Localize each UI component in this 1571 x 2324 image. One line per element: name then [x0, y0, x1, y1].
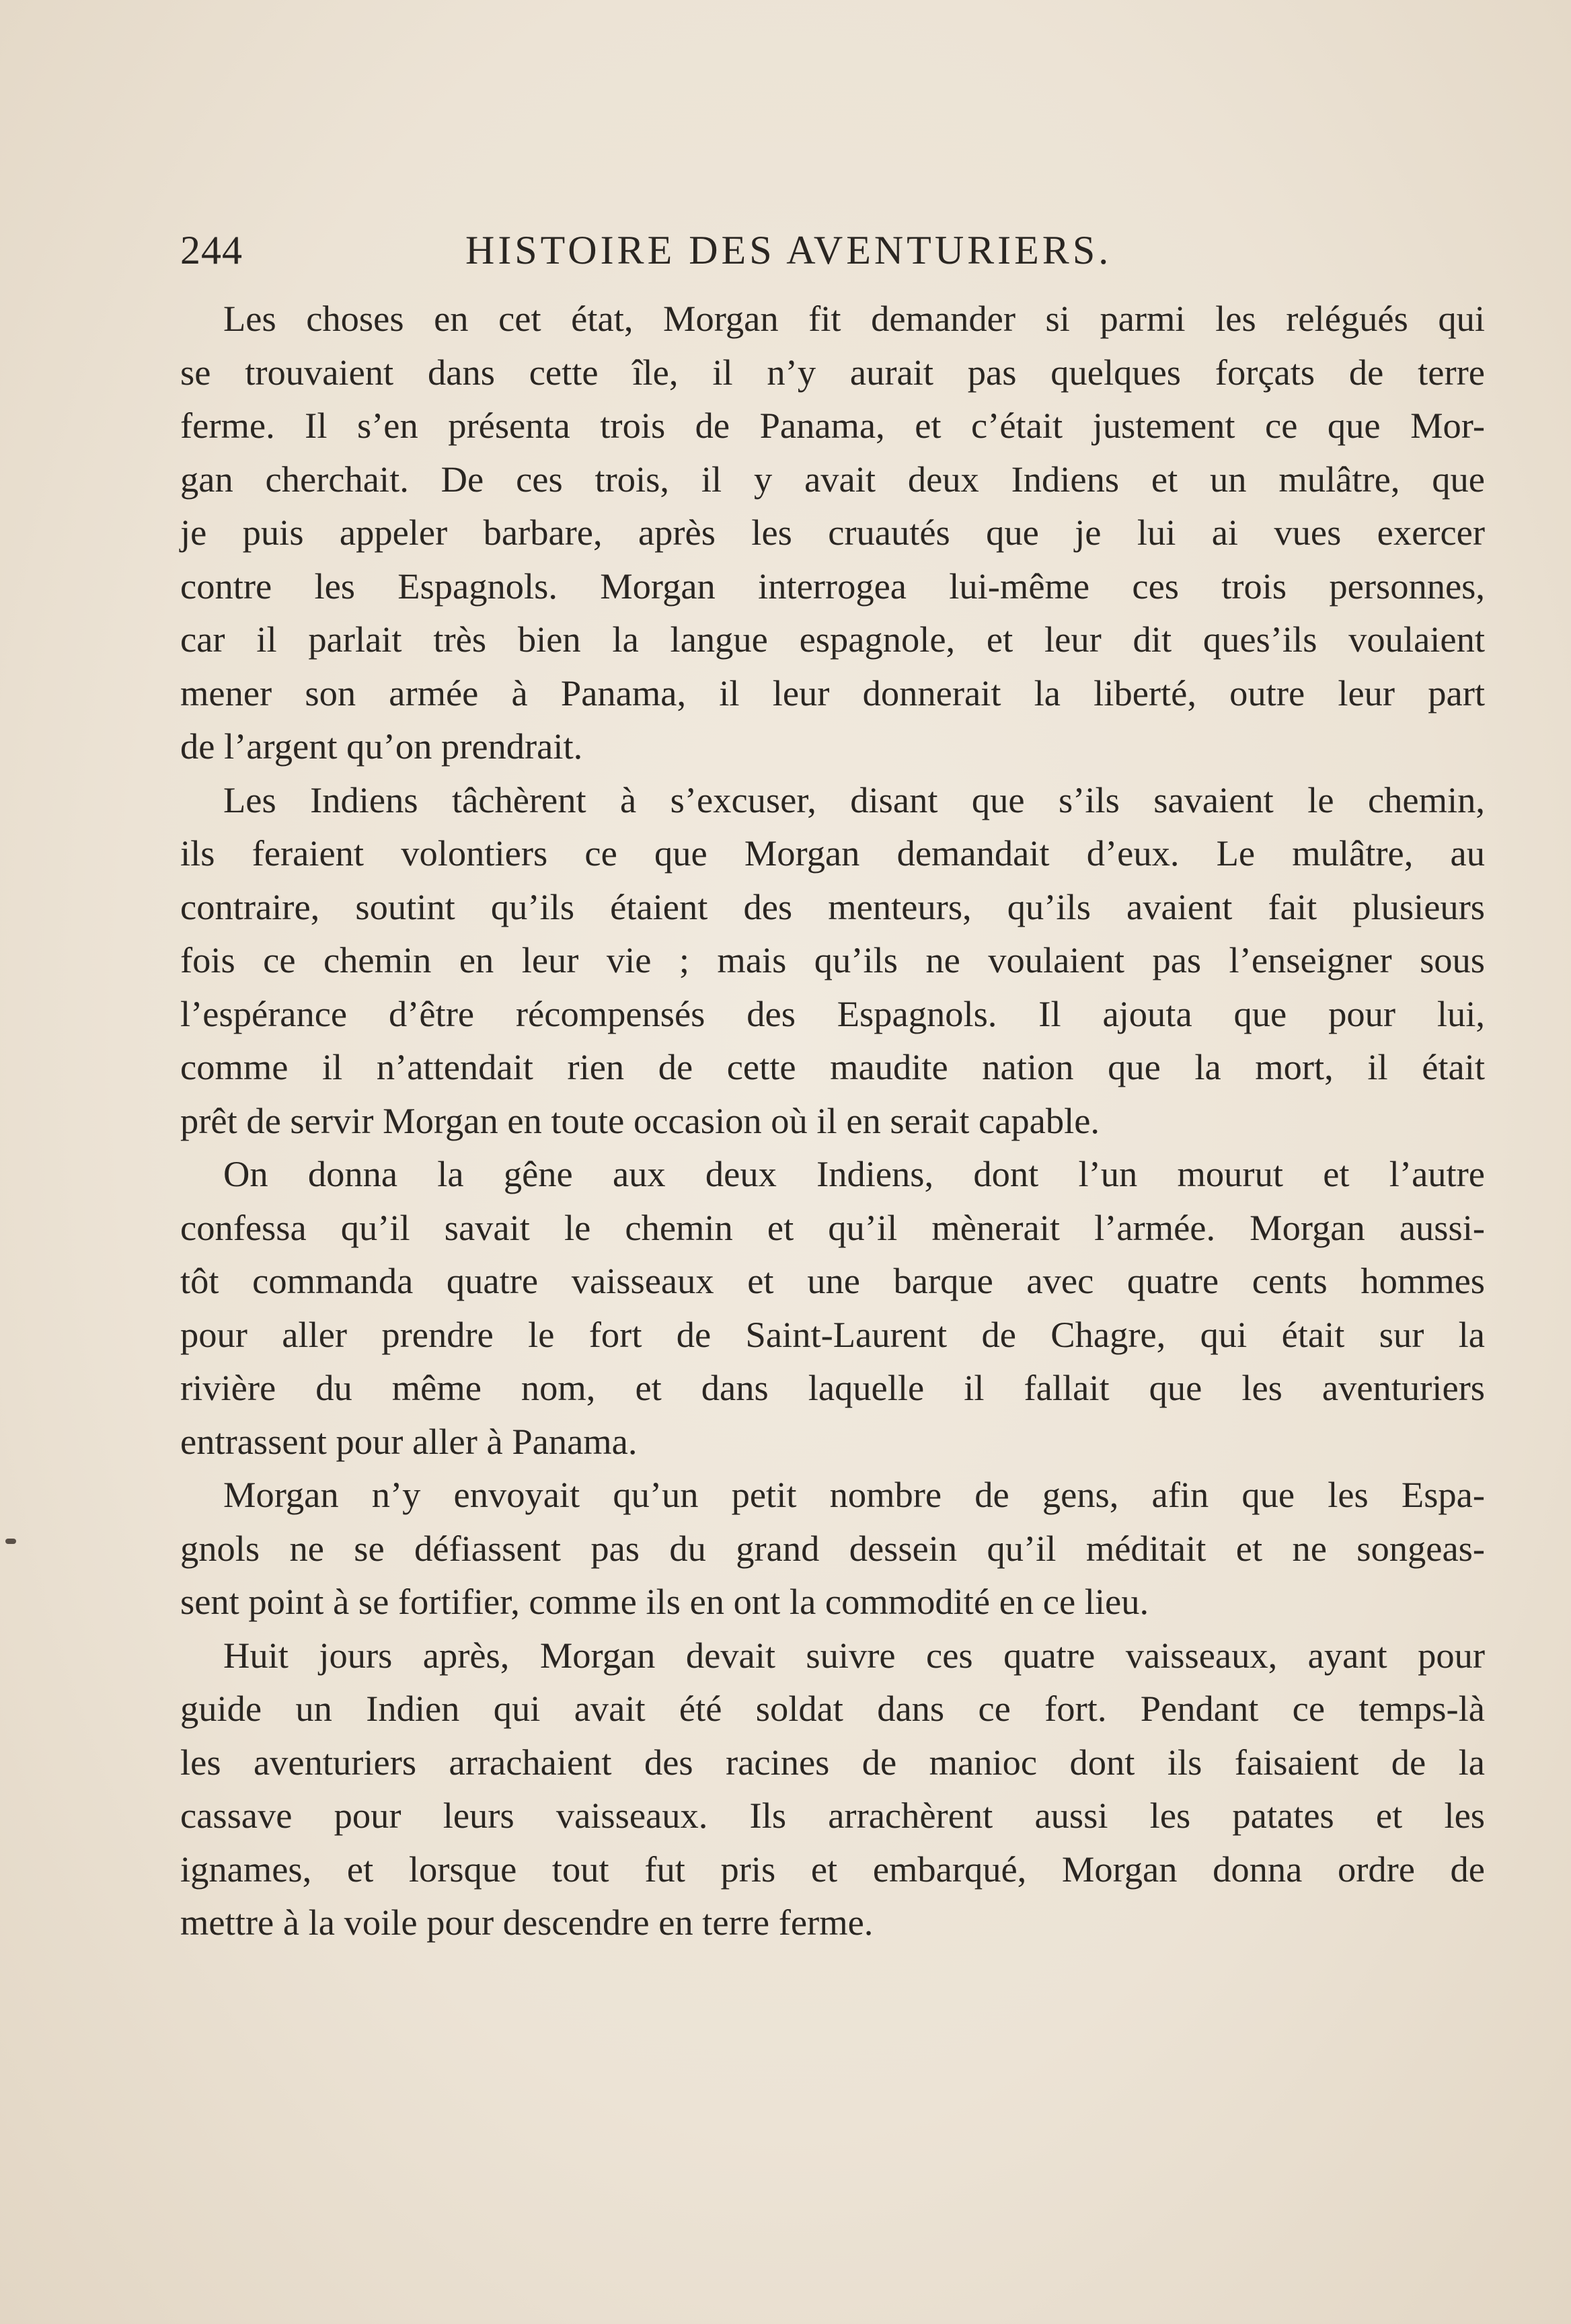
text-line: On donna la gêne aux deux Indiens, dont l’un mourut et l’autre [223, 1153, 1485, 1194]
text-line: sent point à se fortifier, comme ils en ont la commodité en ce lieu. [180, 1581, 1149, 1622]
text-line: ferme. Il s’en présenta trois de Panama, et c’était justement ce que Mor- [180, 405, 1485, 446]
text-line: ignames, et lorsque tout fut pris et embarqué, Morgan donna ordre de [180, 1848, 1485, 1890]
text-line: rivière du même nom, et dans laquelle il fallait que les aventuriers [180, 1367, 1485, 1408]
text-line: se trouvaient dans cette île, il n’y aurait pas quelques forçats de terre [180, 351, 1485, 393]
text-line: de l’argent qu’on prendrait. [180, 726, 583, 767]
text-line: entrassent pour aller à Panama. [180, 1420, 638, 1462]
text-line: ils feraient volontiers ce que Morgan demandait d’eux. Le mulâtre, au [180, 832, 1485, 874]
text-line: je puis appeler barbare, après les cruautés que je lui ai vues exercer [180, 512, 1485, 553]
text-line: contre les Espagnols. Morgan interrogea lui-même ces trois personnes, [180, 565, 1485, 607]
text-line: les aventuriers arrachaient des racines de manioc dont ils faisaient de la [180, 1741, 1485, 1783]
paragraph [180, 1629, 1485, 1949]
text-line: fois ce chemin en leur vie ; mais qu’ils ne voulaient pas l’enseigner sous [180, 939, 1485, 980]
paragraph [180, 1468, 1485, 1629]
paragraph [180, 292, 1485, 773]
text-line: cassave pour leurs vaisseaux. Ils arrachèrent aussi les patates et les [180, 1795, 1485, 1836]
page-number: 244 [180, 228, 243, 272]
text-line: tôt commanda quatre vaisseaux et une barque avec quatre cents hommes [180, 1260, 1485, 1301]
text-line: Huit jours après, Morgan devait suivre ces quatre vaisseaux, ayant pour [223, 1634, 1485, 1676]
running-title: HISTOIRE DES AVENTURIERS. [465, 228, 1112, 272]
text-line: guide un Indien qui avait été soldat dans ce fort. Pendant ce temps-là [180, 1688, 1485, 1729]
text-line: Les choses en cet état, Morgan fit demander si parmi les relégués qui [223, 298, 1485, 339]
text-line: mener son armée à Panama, il leur donnerait la liberté, outre leur part [180, 672, 1485, 713]
text-line: prêt de servir Morgan en toute occasion où il en serait capable. [180, 1099, 1100, 1141]
text-line: comme il n’attendait rien de cette maudite nation que la mort, il était [180, 1046, 1485, 1087]
page-header [180, 227, 1202, 281]
text-line: contraire, soutint qu’ils étaient des menteurs, qu’ils avaient fait plusieurs [180, 886, 1485, 927]
body-text [180, 292, 1485, 1949]
text-line: gnols ne se défiassent pas du grand dessein qu’il méditait et ne songeas- [180, 1527, 1485, 1569]
text-line: car il parlait très bien la langue espagnole, et leur dit ques’ils voulaient [180, 619, 1485, 660]
paragraph [180, 1147, 1485, 1468]
paragraph [180, 773, 1485, 1148]
text-line: gan cherchait. De ces trois, il y avait deux Indiens et un mulâtre, que [180, 458, 1485, 500]
text-line: l’espérance d’être récompensés des Espagnols. Il ajouta que pour lui, [180, 993, 1485, 1034]
text-line: mettre à la voile pour descendre en terre ferme. [180, 1902, 874, 1943]
text-line: Les Indiens tâchèrent à s’excuser, disant que s’ils savaient le chemin, [223, 779, 1485, 820]
text-line: pour aller prendre le fort de Saint-Laurent de Chagre, qui était sur la [180, 1313, 1485, 1355]
ink-speck [5, 1539, 16, 1544]
text-line: confessa qu’il savait le chemin et qu’il mènerait l’armée. Morgan aussi- [180, 1206, 1485, 1248]
text-line: Morgan n’y envoyait qu’un petit nombre de gens, afin que les Espa- [223, 1474, 1485, 1515]
